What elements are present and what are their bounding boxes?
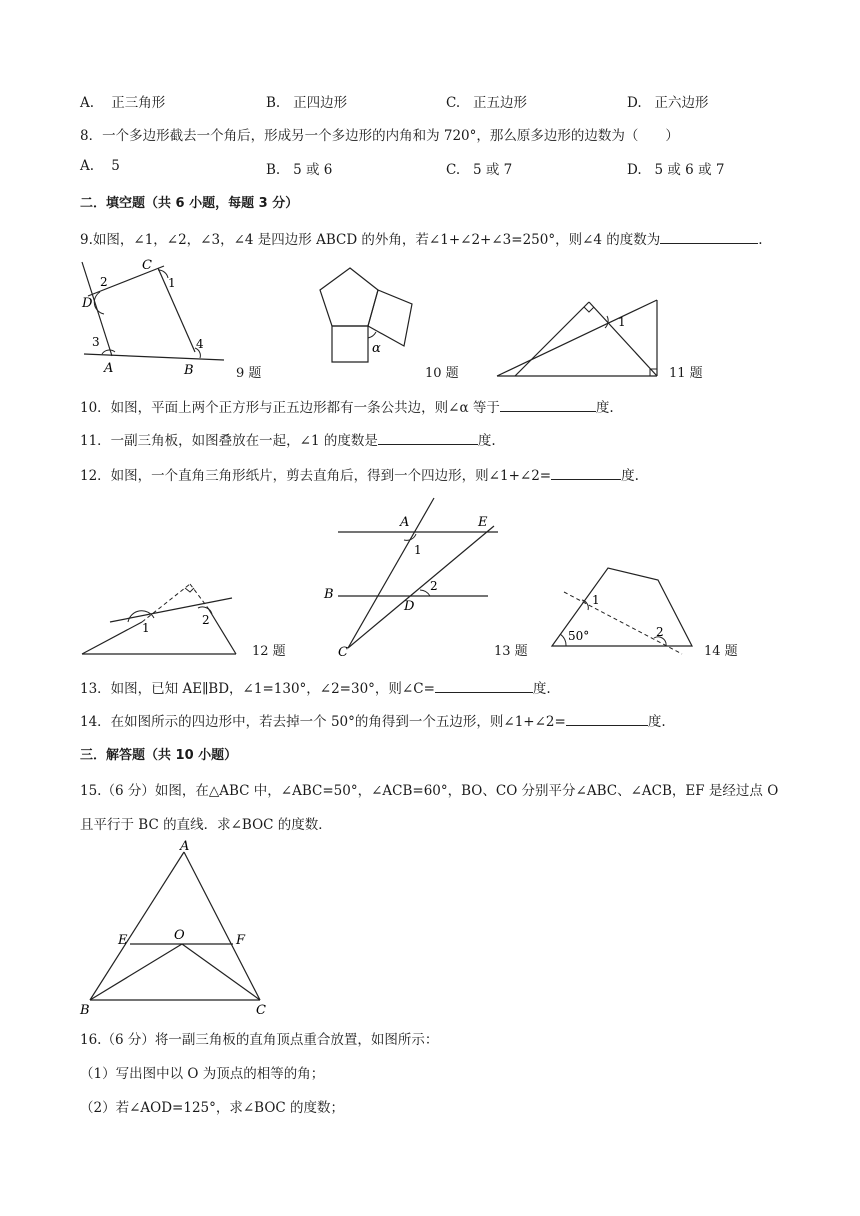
f9-angle-1: 1	[168, 276, 176, 290]
q13-answer-blank[interactable]	[435, 678, 533, 693]
f9-label-b: B	[184, 363, 194, 378]
f15-label-a: A	[180, 839, 190, 854]
figure-13-caption: 13 题	[494, 644, 528, 659]
f9-label-d: D	[82, 296, 93, 311]
f12-angle-2: 2	[202, 613, 210, 627]
f15-label-e: E	[118, 933, 128, 948]
q15-line-1: 15.（6 分）如图，在△ABC 中，∠ABC=50°，∠ACB=60°，BO、CO 分别平分∠ABC、∠ACB，EF 是经过点 O	[80, 783, 779, 799]
figure-10-caption: 10 题	[425, 366, 459, 381]
q10-stem: 10．如图，平面上两个正方形与正五边形都有一条公共边，则∠α 等于	[80, 400, 500, 416]
f9-angle-4: 4	[196, 337, 204, 351]
q14-answer-blank[interactable]	[566, 711, 648, 726]
q9-text: 9.如图，∠1，∠2，∠3，∠4 是四边形 ABCD 的外角，若∠1+∠2+∠3=250°，则∠4 的度数为 .	[80, 228, 763, 248]
figure-13	[318, 496, 498, 660]
f9-angle-3: 3	[92, 335, 100, 349]
section2-title: 二．填空题（共 6 小题，每题 3 分）	[80, 196, 299, 211]
q14-unit: 度.	[647, 714, 666, 730]
q11-stem: 11．一副三角板，如图叠放在一起，∠1 的度数是	[80, 433, 378, 449]
q8-option-b: B. 5 或 6	[266, 162, 333, 178]
figure-11	[495, 296, 665, 380]
figure-9-caption: 9 题	[236, 366, 262, 381]
q10-text	[80, 396, 614, 416]
q9-stem: 9.如图，∠1，∠2，∠3，∠4 是四边形 ABCD 的外角，若∠1+∠2+∠3=250°，则∠4 的度数为	[80, 232, 661, 248]
f10-label-alpha: α	[372, 341, 381, 356]
q8-option-a: A. 5	[80, 158, 120, 174]
q8-option-c: C. 5 或 7	[446, 162, 513, 178]
q8-option-d: D. 5 或 6 或 7	[627, 162, 725, 178]
f13-label-e: E	[478, 515, 488, 530]
figure-11-caption: 11 题	[669, 366, 703, 381]
q14-stem: 14．在如图所示的四边形中，若去掉一个 50°的角得到一个五边形，则∠1+∠2=	[80, 714, 566, 730]
q12-stem: 12．如图，一个直角三角形纸片，剪去直角后，得到一个四边形，则∠1+∠2=	[80, 468, 552, 484]
q16-line-3: （2）若∠AOD=125°，求∠BOC 的度数；	[80, 1100, 345, 1116]
figure-14	[548, 562, 698, 658]
q11-unit: 度.	[477, 433, 496, 449]
f13-label-a: A	[400, 515, 410, 530]
q15-line-2: 且平行于 BC 的直线．求∠BOC 的度数．	[80, 817, 332, 833]
q16-line-2: （1）写出图中以 O 为顶点的相等的角；	[80, 1066, 325, 1082]
f15-label-c: C	[256, 1003, 266, 1016]
q7-option-d: D. 正六边形	[627, 95, 709, 111]
f13-label-c: C	[338, 645, 348, 660]
figure-14-caption: 14 题	[704, 644, 738, 659]
q13-text	[80, 677, 551, 697]
f9-label-a: A	[104, 361, 114, 376]
figure-10	[312, 262, 420, 382]
f14-angle-50: 50°	[568, 629, 590, 643]
f15-label-b: B	[80, 1003, 90, 1016]
f9-angle-2: 2	[100, 275, 108, 289]
f12-angle-1: 1	[142, 621, 150, 635]
f13-angle-1: 1	[414, 543, 422, 557]
f15-label-f: F	[236, 933, 246, 948]
q12-text	[80, 464, 639, 484]
q11-text	[80, 429, 496, 449]
figure-12	[80, 578, 240, 658]
q9-answer-blank[interactable]	[660, 229, 758, 244]
q12-unit: 度.	[621, 468, 639, 484]
f14-angle-2: 2	[656, 625, 664, 639]
q11-answer-blank[interactable]	[378, 430, 478, 445]
f9-label-c: C	[142, 258, 152, 273]
q14-text	[80, 710, 666, 730]
q7-option-a: A. 正三角形	[80, 95, 166, 111]
section3-title: 三．解答题（共 10 小题）	[80, 748, 238, 763]
q13-unit: 度.	[532, 681, 551, 697]
f13-label-b: B	[324, 587, 334, 602]
f13-angle-2: 2	[430, 579, 438, 593]
q8-stem: 8．一个多边形截去一个角后，形成另一个多边形的内角和为 720°，那么原多边形的边数为（ ）	[80, 128, 679, 144]
q16-line-1: 16.（6 分）将一副三角板的直角顶点重合放置，如图所示：	[80, 1032, 439, 1048]
f13-label-d: D	[404, 599, 415, 614]
q7-option-b: B. 正四边形	[266, 95, 348, 111]
figure-9	[78, 252, 243, 380]
q13-stem: 13．如图，已知 AE∥BD，∠1=130°，∠2=30°，则∠C=	[80, 681, 435, 697]
figure-12-caption: 12 题	[252, 644, 286, 659]
q12-answer-blank[interactable]	[551, 465, 621, 480]
f11-angle-1: 1	[618, 315, 626, 329]
figure-15	[76, 836, 276, 1016]
q10-answer-blank[interactable]	[500, 397, 596, 412]
f15-label-o: O	[174, 928, 185, 943]
q7-option-c: C. 正五边形	[446, 95, 528, 111]
f14-angle-1: 1	[592, 593, 600, 607]
q10-unit: 度.	[595, 400, 614, 416]
